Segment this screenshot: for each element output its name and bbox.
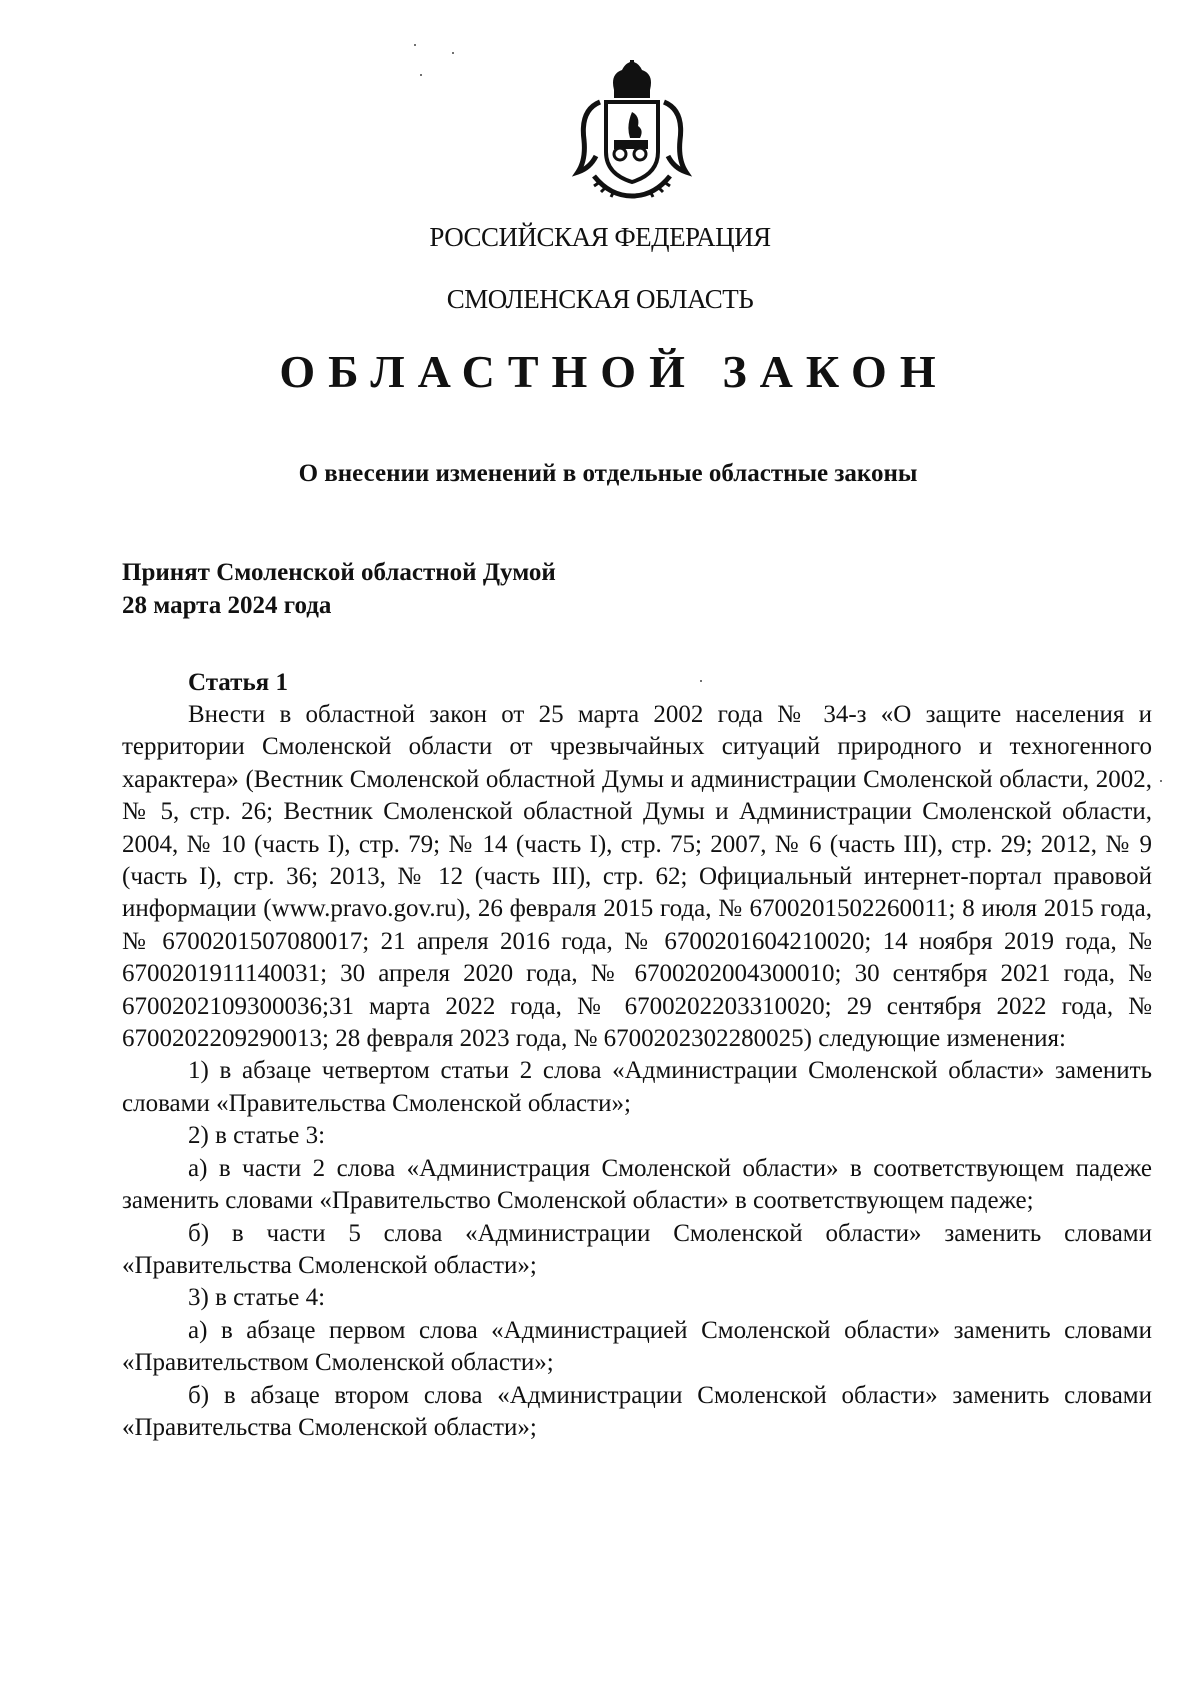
article-paragraph: 2) в статье 3: — [188, 1122, 326, 1150]
article-paragraph: Внести в областной закон от 25 марта 2002 года № 34-з «О защите населения и территории Смоленской области от чрезвычайных ситуаций природного и техногенного характера» (Вестник Смоленской областной Думы и администрации Смоленской области, 2002, № 5, стр. 26; Вестник Смоленской областной Думы и Администрации Смоленской области, 2004, № 10 (часть I), стр. 79; № 14 (часть I), стр. 75; 2007, № 6 (часть III), стр. 29; 2012, № 9 (часть I), стр. 36; 2013, № 12 (часть III), стр. 62; Официальный интернет-портал правовой информации (www.pravo.gov.ru), 26 февраля 2015 года, № 6700201502260011; 8 июля 2015 года, № 6700201507080017; 21 апреля 2016 года, № 6700201604210020; 14 ноября 2019 года, № 6700201911140031; 30 апреля 2020 года, № 6700202004300010; 30 сентября 2021 года, № 6700202109300036;31 марта 2022 года, № 6700202203310020; 29 сентября 2022 года, № 6700202209290013; 28 февраля 2023 года, № 6700202302280025) следующие изменения: — [122, 701, 1152, 1053]
document-type-heading: ОБЛАСТНОЙ ЗАКОН — [279, 346, 949, 397]
scan-speck — [700, 680, 702, 682]
article-body — [122, 699, 1152, 1444]
scan-speck — [452, 52, 454, 54]
article-paragraph: б) в части 5 слова «Администрации Смоленской области» заменить словами «Правительства Смоленской области»; — [122, 1219, 1152, 1279]
article-paragraph: 3) в статье 4: — [188, 1284, 326, 1312]
article-heading: Статья 1 — [188, 669, 288, 696]
coat-of-arms-emblem — [570, 60, 694, 200]
scan-speck — [414, 44, 416, 46]
region-heading: СМОЛЕНСКАЯ ОБЛАСТЬ — [446, 284, 754, 314]
article-paragraph: а) в абзаце первом слова «Администрацией Смоленской области» заменить словами «Правительством Смоленской области»; — [122, 1316, 1152, 1377]
scan-speck — [420, 74, 422, 76]
adoption-authority: Принят Смоленской областной Думой — [122, 559, 556, 586]
article-paragraph: 1) в абзаце четвертом статьи 2 слова «Администрации Смоленской области» заменить словами «Правительства Смоленской области»; — [122, 1057, 1152, 1117]
article-paragraph: б) в абзаце втором слова «Администрации Смоленской области» заменить словами «Правительства Смоленской области»; — [122, 1381, 1152, 1441]
adoption-block — [122, 556, 556, 622]
article-paragraph: а) в части 2 слова «Администрация Смоленской области» в соответствующем падеже заменить словами «Правительство Смоленской области» в соответствующем падеже; — [122, 1154, 1152, 1215]
adoption-date: 28 марта 2024 года — [122, 592, 332, 619]
law-title: О внесении изменений в отдельные областные законы — [298, 460, 918, 487]
country-heading: РОССИЙСКАЯ ФЕДЕРАЦИЯ — [429, 222, 771, 252]
scan-speck — [1160, 780, 1162, 782]
